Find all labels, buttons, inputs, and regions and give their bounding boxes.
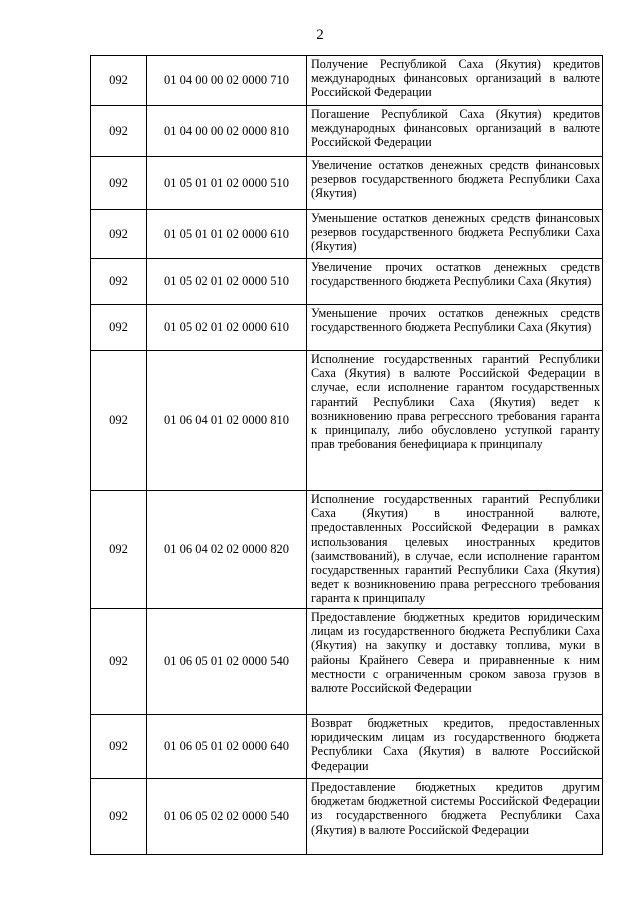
budget-code-cell: 01 06 05 01 02 0000 540 [147, 609, 307, 715]
table-row [91, 157, 603, 210]
description-cell: Исполнение государственных гарантий Республики Саха (Якутия) в валюте Российской Федерации в случае, если исполнение гарантом государственных гарантий Республики Саха (Якутия) ведет к возникновению права регрессного требования гаранта к принципалу, либо обусловлено уступкой гаранту прав требования бенефициара к принципалу [307, 351, 603, 491]
description-cell: Предоставление бюджетных кредитов юридическим лицам из государственного бюджета Республики Саха (Якутия) на закупку и доставку топлива, муки в районы Крайнего Севера и приравненные к ним местности с ограниченным сроком завоза грузов в валюте Российской Федерации [307, 609, 603, 715]
budget-code-cell: 01 05 01 01 02 0000 610 [147, 210, 307, 259]
table-row [91, 56, 603, 106]
description-cell: Предоставление бюджетных кредитов другим бюджетам бюджетной системы Российской Федерации из государственного бюджета Республики Саха (Якутия) в валюте Российской Федерации [307, 779, 603, 855]
budget-code-cell: 01 04 00 00 02 0000 810 [147, 106, 307, 157]
table-row [91, 259, 603, 305]
table-row [91, 609, 603, 715]
admin-code-cell: 092 [91, 210, 147, 259]
admin-code-cell: 092 [91, 305, 147, 351]
description-cell: Возврат бюджетных кредитов, предоставленных юридическим лицам из государственного бюджета Республики Саха (Якутия) в валюте Российской Федерации [307, 715, 603, 779]
table-row [91, 106, 603, 157]
admin-code-cell: 092 [91, 609, 147, 715]
budget-code-cell: 01 06 04 02 02 0000 820 [147, 491, 307, 609]
description-cell: Исполнение государственных гарантий Республики Саха (Якутия) в иностранной валюте, предоставленных Российской Федерации в рамках использования целевых иностранных кредитов (заимствований), в случае, если исполнение гарантом государственных гарантий Республики Саха (Якутия) ведет к возникновению права регрессного требования гаранта к принципалу [307, 491, 603, 609]
table-row [91, 779, 603, 855]
admin-code-cell: 092 [91, 491, 147, 609]
admin-code-cell: 092 [91, 56, 147, 106]
table-row [91, 491, 603, 609]
description-cell: Увеличение остатков денежных средств финансовых резервов государственного бюджета Республики Саха (Якутия) [307, 157, 603, 210]
table-row [91, 210, 603, 259]
admin-code-cell: 092 [91, 779, 147, 855]
admin-code-cell: 092 [91, 259, 147, 305]
description-cell: Погашение Республикой Саха (Якутия) кредитов международных финансовых организаций в валюте Российской Федерации [307, 106, 603, 157]
table-row [91, 305, 603, 351]
description-cell: Уменьшение прочих остатков денежных средств государственного бюджета Республики Саха (Якутия) [307, 305, 603, 351]
description-cell: Увеличение прочих остатков денежных средств государственного бюджета Республики Саха (Якутия) [307, 259, 603, 305]
admin-code-cell: 092 [91, 106, 147, 157]
budget-code-cell: 01 04 00 00 02 0000 710 [147, 56, 307, 106]
budget-code-cell: 01 05 02 01 02 0000 510 [147, 259, 307, 305]
table-row [91, 715, 603, 779]
budget-code-cell: 01 06 05 01 02 0000 640 [147, 715, 307, 779]
admin-code-cell: 092 [91, 715, 147, 779]
description-cell: Уменьшение остатков денежных средств финансовых резервов государственного бюджета Республики Саха (Якутия) [307, 210, 603, 259]
budget-code-cell: 01 06 05 02 02 0000 540 [147, 779, 307, 855]
admin-code-cell: 092 [91, 157, 147, 210]
admin-code-cell: 092 [91, 351, 147, 491]
description-cell: Получение Республикой Саха (Якутия) кредитов международных финансовых организаций в валюте Российской Федерации [307, 56, 603, 106]
budget-code-cell: 01 05 01 01 02 0000 510 [147, 157, 307, 210]
budget-code-cell: 01 05 02 01 02 0000 610 [147, 305, 307, 351]
budget-code-cell: 01 06 04 01 02 0000 810 [147, 351, 307, 491]
table-row [91, 351, 603, 491]
budget-codes-table [90, 55, 603, 855]
page-number: 2 [316, 27, 324, 43]
